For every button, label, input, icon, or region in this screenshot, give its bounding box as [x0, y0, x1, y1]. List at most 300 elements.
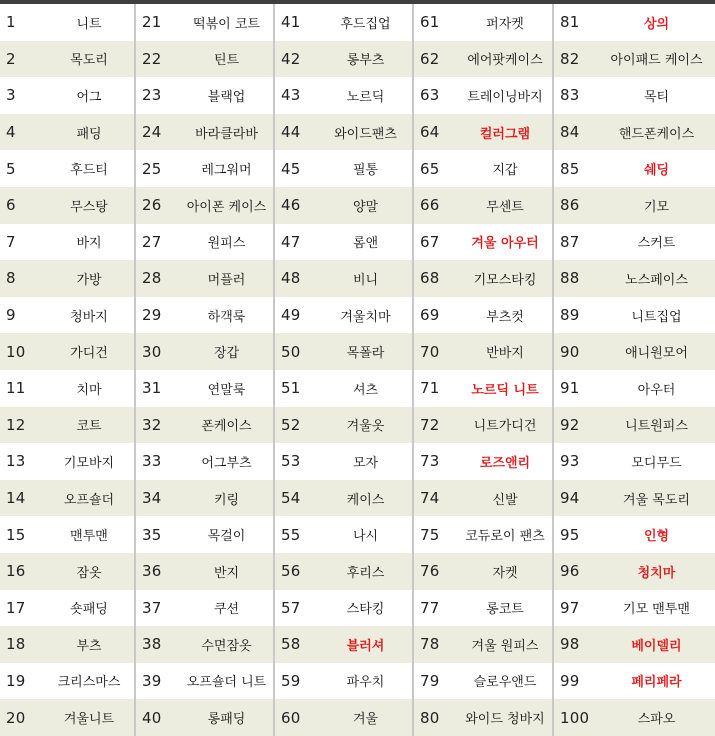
table-row [414, 41, 552, 78]
table-row [414, 370, 552, 407]
ranking-column [0, 4, 134, 736]
rank-number: 65 [420, 159, 440, 178]
keyword-label: 에어팟케이스 [467, 53, 543, 69]
table-row [275, 663, 412, 700]
table-row [136, 333, 273, 370]
table-row [275, 443, 412, 480]
table-row [275, 590, 412, 627]
keyword-label: 니트원피스 [625, 419, 688, 435]
keyword-label: 트레이닝바지 [467, 89, 543, 105]
table-row [0, 553, 134, 590]
table-row [136, 41, 273, 78]
keyword-label: 겨울 [352, 712, 379, 728]
table-row [0, 4, 134, 41]
table-row [414, 187, 552, 224]
keyword-label: 숏패딩 [70, 602, 108, 618]
keyword-label: 쿠션 [213, 602, 240, 618]
table-row [275, 370, 412, 407]
rank-number: 85 [560, 159, 580, 178]
rank-number: 43 [281, 86, 301, 105]
table-row [0, 663, 134, 700]
rank-number: 53 [281, 452, 301, 471]
keyword-label: 슬로우앤드 [473, 675, 537, 691]
keyword-label: 맨투맨 [70, 529, 108, 545]
rank-number: 81 [560, 13, 580, 32]
keyword-label: 잠옷 [76, 565, 102, 581]
keyword-label: 아이패드 케이스 [610, 53, 703, 69]
rank-number: 80 [420, 708, 440, 727]
table-row [414, 4, 552, 41]
keyword-label: 목도리 [70, 53, 108, 69]
keyword-label: 어그부츠 [201, 455, 252, 471]
rank-number: 9 [6, 306, 16, 325]
table-row [554, 443, 715, 480]
table-row [554, 150, 715, 187]
rank-number: 1 [6, 13, 16, 32]
rank-number: 50 [281, 342, 301, 361]
keyword-label: 후드집업 [340, 16, 391, 32]
rank-number: 88 [560, 269, 580, 288]
rank-number: 39 [142, 671, 162, 690]
keyword-label-highlighted: 상의 [643, 16, 670, 32]
keyword-label-highlighted: 페리페라 [631, 675, 682, 691]
keyword-label: 노르딕 [346, 89, 385, 105]
keyword-label-highlighted: 인형 [643, 529, 670, 545]
keyword-label: 오프숄더 니트 [186, 675, 267, 691]
table-row [0, 41, 134, 78]
table-row [414, 114, 552, 151]
rank-number: 87 [560, 232, 580, 251]
keyword-label: 치마 [76, 382, 102, 398]
keyword-label: 셔츠 [352, 382, 379, 398]
rank-number: 25 [142, 159, 162, 178]
table-row [554, 187, 715, 224]
table-row [275, 297, 412, 334]
rank-number: 70 [420, 342, 440, 361]
rank-number: 62 [420, 49, 440, 68]
keyword-label: 기모스타킹 [473, 272, 537, 288]
rank-number: 66 [420, 196, 440, 215]
rank-number: 31 [142, 379, 162, 398]
keyword-label: 핸드폰케이스 [618, 126, 695, 142]
keyword-label: 패딩 [76, 126, 102, 142]
rank-number: 29 [142, 306, 162, 325]
rank-number: 75 [420, 525, 440, 544]
rank-number: 76 [420, 562, 440, 581]
rank-number: 38 [142, 635, 162, 654]
rank-number: 73 [420, 452, 440, 471]
table-row [554, 370, 715, 407]
rank-number: 41 [281, 13, 301, 32]
table-row [136, 297, 273, 334]
table-row [0, 626, 134, 663]
rank-number: 98 [560, 635, 580, 654]
rank-number: 26 [142, 196, 162, 215]
table-row [0, 370, 134, 407]
table-row [136, 480, 273, 517]
keyword-label: 목티 [643, 89, 670, 105]
rank-number: 4 [6, 123, 16, 142]
rank-number: 92 [560, 415, 580, 434]
table-row [414, 480, 552, 517]
rank-number: 19 [6, 671, 26, 690]
keyword-label-highlighted: 쉐딩 [643, 163, 670, 179]
table-row [0, 297, 134, 334]
keyword-label: 니트가디건 [473, 419, 537, 435]
rank-number: 35 [142, 525, 162, 544]
rank-number: 77 [420, 598, 440, 617]
keyword-label: 니트 [76, 16, 102, 32]
rank-number: 94 [560, 489, 580, 508]
keyword-label: 가디건 [70, 346, 108, 362]
rank-number: 6 [6, 196, 16, 215]
rank-number: 54 [281, 489, 301, 508]
keyword-label: 나시 [352, 529, 379, 545]
rank-number: 56 [281, 562, 301, 581]
table-row [275, 553, 412, 590]
keyword-label: 와이드 청바지 [465, 712, 545, 728]
table-row [275, 480, 412, 517]
keyword-label: 롱부츠 [346, 53, 385, 69]
rank-number: 91 [560, 379, 580, 398]
table-row [0, 699, 134, 736]
ranking-column [273, 4, 412, 736]
table-row [554, 333, 715, 370]
rank-number: 79 [420, 671, 440, 690]
keyword-ranking-table [0, 4, 715, 736]
keyword-label: 오프숄더 [63, 492, 115, 508]
table-row [554, 114, 715, 151]
keyword-label-highlighted: 컬러그램 [479, 126, 531, 142]
table-row [0, 77, 134, 114]
rank-number: 33 [142, 452, 162, 471]
table-row [0, 516, 134, 553]
keyword-label: 목폴라 [346, 346, 385, 362]
keyword-label: 모자 [352, 455, 379, 471]
table-row [136, 626, 273, 663]
rank-number: 48 [281, 269, 301, 288]
rank-number: 16 [6, 562, 26, 581]
table-row [414, 150, 552, 187]
rank-number: 93 [560, 452, 580, 471]
rank-number: 68 [420, 269, 440, 288]
table-row [136, 699, 273, 736]
table-row [0, 114, 134, 151]
keyword-label: 신발 [492, 492, 518, 508]
rank-number: 3 [6, 86, 16, 105]
keyword-label: 부츠 [76, 638, 102, 654]
table-row [414, 297, 552, 334]
rank-number: 42 [281, 49, 301, 68]
table-row [136, 590, 273, 627]
keyword-label: 코듀로이 팬츠 [465, 529, 545, 545]
rank-number: 96 [560, 562, 580, 581]
rank-number: 97 [560, 598, 580, 617]
keyword-label: 머플러 [207, 272, 246, 288]
keyword-label: 하객룩 [207, 309, 246, 325]
keyword-label: 겨울옷 [346, 419, 385, 435]
keyword-label: 노스페이스 [625, 272, 688, 288]
rank-number: 8 [6, 269, 16, 288]
table-row [0, 150, 134, 187]
keyword-label: 필통 [352, 163, 379, 179]
keyword-label: 후리스 [346, 565, 385, 581]
keyword-label: 키링 [213, 492, 240, 508]
keyword-label-highlighted: 겨울 아우터 [471, 236, 539, 252]
table-row [275, 187, 412, 224]
table-row [0, 443, 134, 480]
rank-number: 14 [6, 489, 26, 508]
table-row [414, 699, 552, 736]
table-row [275, 699, 412, 736]
table-row [136, 114, 273, 151]
rank-number: 84 [560, 123, 580, 142]
table-row [554, 699, 715, 736]
keyword-label: 바라클라바 [195, 126, 258, 142]
table-row [275, 4, 412, 41]
table-row [136, 77, 273, 114]
table-row [136, 407, 273, 444]
keyword-label: 지갑 [492, 163, 518, 179]
rank-number: 27 [142, 232, 162, 251]
keyword-label: 롬앤 [352, 236, 379, 252]
ranking-column [412, 4, 552, 736]
rank-number: 59 [281, 671, 301, 690]
rank-number: 100 [560, 708, 590, 727]
keyword-label: 어그 [76, 89, 102, 105]
rank-number: 32 [142, 415, 162, 434]
table-row [0, 590, 134, 627]
rank-number: 72 [420, 415, 440, 434]
rank-number: 7 [6, 232, 16, 251]
table-row [554, 224, 715, 261]
rank-number: 83 [560, 86, 580, 105]
table-row [136, 260, 273, 297]
keyword-label: 모디무드 [631, 455, 682, 471]
rank-number: 74 [420, 489, 440, 508]
rank-number: 5 [6, 159, 16, 178]
keyword-label: 연말룩 [207, 382, 246, 398]
keyword-label: 아이폰 케이스 [186, 199, 267, 215]
table-row [136, 4, 273, 41]
rank-number: 10 [6, 342, 26, 361]
keyword-label: 반바지 [486, 346, 524, 362]
table-row [0, 407, 134, 444]
keyword-label: 청바지 [70, 309, 108, 325]
rank-number: 82 [560, 49, 580, 68]
rank-number: 89 [560, 306, 580, 325]
keyword-label: 케이스 [346, 492, 385, 508]
keyword-label: 폰케이스 [201, 419, 252, 435]
rank-number: 17 [6, 598, 26, 617]
keyword-label: 비니 [352, 272, 379, 288]
rank-number: 67 [420, 232, 440, 251]
rank-number: 18 [6, 635, 26, 654]
rank-number: 86 [560, 196, 580, 215]
table-row [554, 553, 715, 590]
table-row [554, 407, 715, 444]
table-row [414, 553, 552, 590]
keyword-label: 떡볶이 코트 [193, 16, 260, 32]
rank-number: 23 [142, 86, 162, 105]
table-row [0, 480, 134, 517]
table-row [554, 663, 715, 700]
keyword-label: 스커트 [637, 236, 676, 252]
keyword-label-highlighted: 노르딕 니트 [471, 382, 539, 398]
rank-number: 34 [142, 489, 162, 508]
table-row [275, 77, 412, 114]
keyword-label: 겨울니트 [63, 712, 115, 728]
table-row [554, 41, 715, 78]
rank-number: 55 [281, 525, 301, 544]
keyword-label: 겨울 원피스 [471, 638, 539, 654]
rank-number: 20 [6, 708, 26, 727]
table-row [414, 626, 552, 663]
table-row [136, 443, 273, 480]
table-row [554, 77, 715, 114]
ranking-column [134, 4, 273, 736]
keyword-label: 와이드팬츠 [334, 126, 397, 142]
table-row [275, 150, 412, 187]
rank-number: 22 [142, 49, 162, 68]
table-row [275, 516, 412, 553]
keyword-label: 레그워머 [201, 163, 252, 179]
table-row [414, 663, 552, 700]
rank-number: 46 [281, 196, 301, 215]
table-row [414, 443, 552, 480]
keyword-label: 블랙업 [207, 89, 246, 105]
table-row [414, 77, 552, 114]
rank-number: 99 [560, 671, 580, 690]
rank-number: 52 [281, 415, 301, 434]
keyword-label: 목걸이 [207, 529, 246, 545]
table-row [136, 150, 273, 187]
table-row [414, 590, 552, 627]
table-row [275, 224, 412, 261]
table-row [136, 187, 273, 224]
table-row [554, 4, 715, 41]
keyword-label-highlighted: 로즈앤리 [479, 455, 531, 471]
keyword-label: 가방 [76, 272, 102, 288]
keyword-label: 아우터 [637, 382, 676, 398]
table-row [0, 260, 134, 297]
keyword-label: 바지 [76, 236, 102, 252]
table-row [275, 626, 412, 663]
keyword-label: 스타킹 [346, 602, 385, 618]
rank-number: 69 [420, 306, 440, 325]
rank-number: 2 [6, 49, 16, 68]
keyword-label: 장갑 [213, 346, 240, 362]
rank-number: 11 [6, 379, 26, 398]
keyword-label: 파우치 [346, 675, 385, 691]
rank-number: 57 [281, 598, 301, 617]
keyword-label: 반지 [213, 565, 240, 581]
rank-number: 49 [281, 306, 301, 325]
keyword-label: 기모 맨투맨 [623, 602, 690, 618]
keyword-label: 틴트 [213, 53, 240, 69]
keyword-label-highlighted: 청치마 [637, 565, 676, 581]
table-row [554, 626, 715, 663]
table-row [275, 41, 412, 78]
rank-number: 63 [420, 86, 440, 105]
table-row [275, 407, 412, 444]
keyword-label: 겨울 목도리 [623, 492, 690, 508]
ranking-column [552, 4, 715, 736]
keyword-label: 니트집업 [631, 309, 682, 325]
table-row [414, 407, 552, 444]
table-row [0, 333, 134, 370]
rank-number: 21 [142, 13, 162, 32]
table-row [554, 590, 715, 627]
rank-number: 15 [6, 525, 26, 544]
keyword-label: 기모 [643, 199, 670, 215]
keyword-label: 크리스마스 [57, 675, 121, 691]
table-row [554, 260, 715, 297]
keyword-label: 수면잠옷 [201, 638, 252, 654]
table-row [414, 516, 552, 553]
rank-number: 28 [142, 269, 162, 288]
keyword-label-highlighted: 블러셔 [346, 638, 385, 654]
table-row [275, 333, 412, 370]
table-row [136, 553, 273, 590]
table-row [275, 114, 412, 151]
rank-number: 47 [281, 232, 301, 251]
keyword-label: 무센트 [486, 199, 524, 215]
rank-number: 61 [420, 13, 440, 32]
rank-number: 58 [281, 635, 301, 654]
rank-number: 30 [142, 342, 162, 361]
rank-number: 12 [6, 415, 26, 434]
table-row [414, 260, 552, 297]
rank-number: 95 [560, 525, 580, 544]
keyword-label: 자켓 [492, 565, 518, 581]
table-row [136, 370, 273, 407]
rank-number: 40 [142, 708, 162, 727]
rank-number: 24 [142, 123, 162, 142]
rank-number: 90 [560, 342, 580, 361]
rank-number: 51 [281, 379, 301, 398]
rank-number: 37 [142, 598, 162, 617]
table-row [554, 516, 715, 553]
keyword-label: 겨울치마 [340, 309, 391, 325]
keyword-label: 원피스 [207, 236, 246, 252]
table-row [0, 224, 134, 261]
rank-number: 13 [6, 452, 26, 471]
rank-number: 71 [420, 379, 440, 398]
rank-number: 44 [281, 123, 301, 142]
keyword-label: 애니원모어 [625, 346, 688, 362]
keyword-label: 부츠컷 [486, 309, 524, 325]
keyword-label: 롱패딩 [207, 712, 246, 728]
keyword-label: 퍼자켓 [486, 16, 524, 32]
keyword-label: 기모바지 [63, 455, 115, 471]
table-row [136, 224, 273, 261]
keyword-label: 무스탕 [70, 199, 108, 215]
table-row [136, 663, 273, 700]
rank-number: 64 [420, 123, 440, 142]
table-row [275, 260, 412, 297]
table-row [136, 516, 273, 553]
table-row [0, 187, 134, 224]
rank-number: 36 [142, 562, 162, 581]
table-row [554, 297, 715, 334]
keyword-label: 스파오 [637, 712, 676, 728]
table-row [414, 224, 552, 261]
table-row [414, 333, 552, 370]
keyword-label: 양말 [352, 199, 379, 215]
rank-number: 78 [420, 635, 440, 654]
keyword-label: 코트 [76, 419, 102, 435]
